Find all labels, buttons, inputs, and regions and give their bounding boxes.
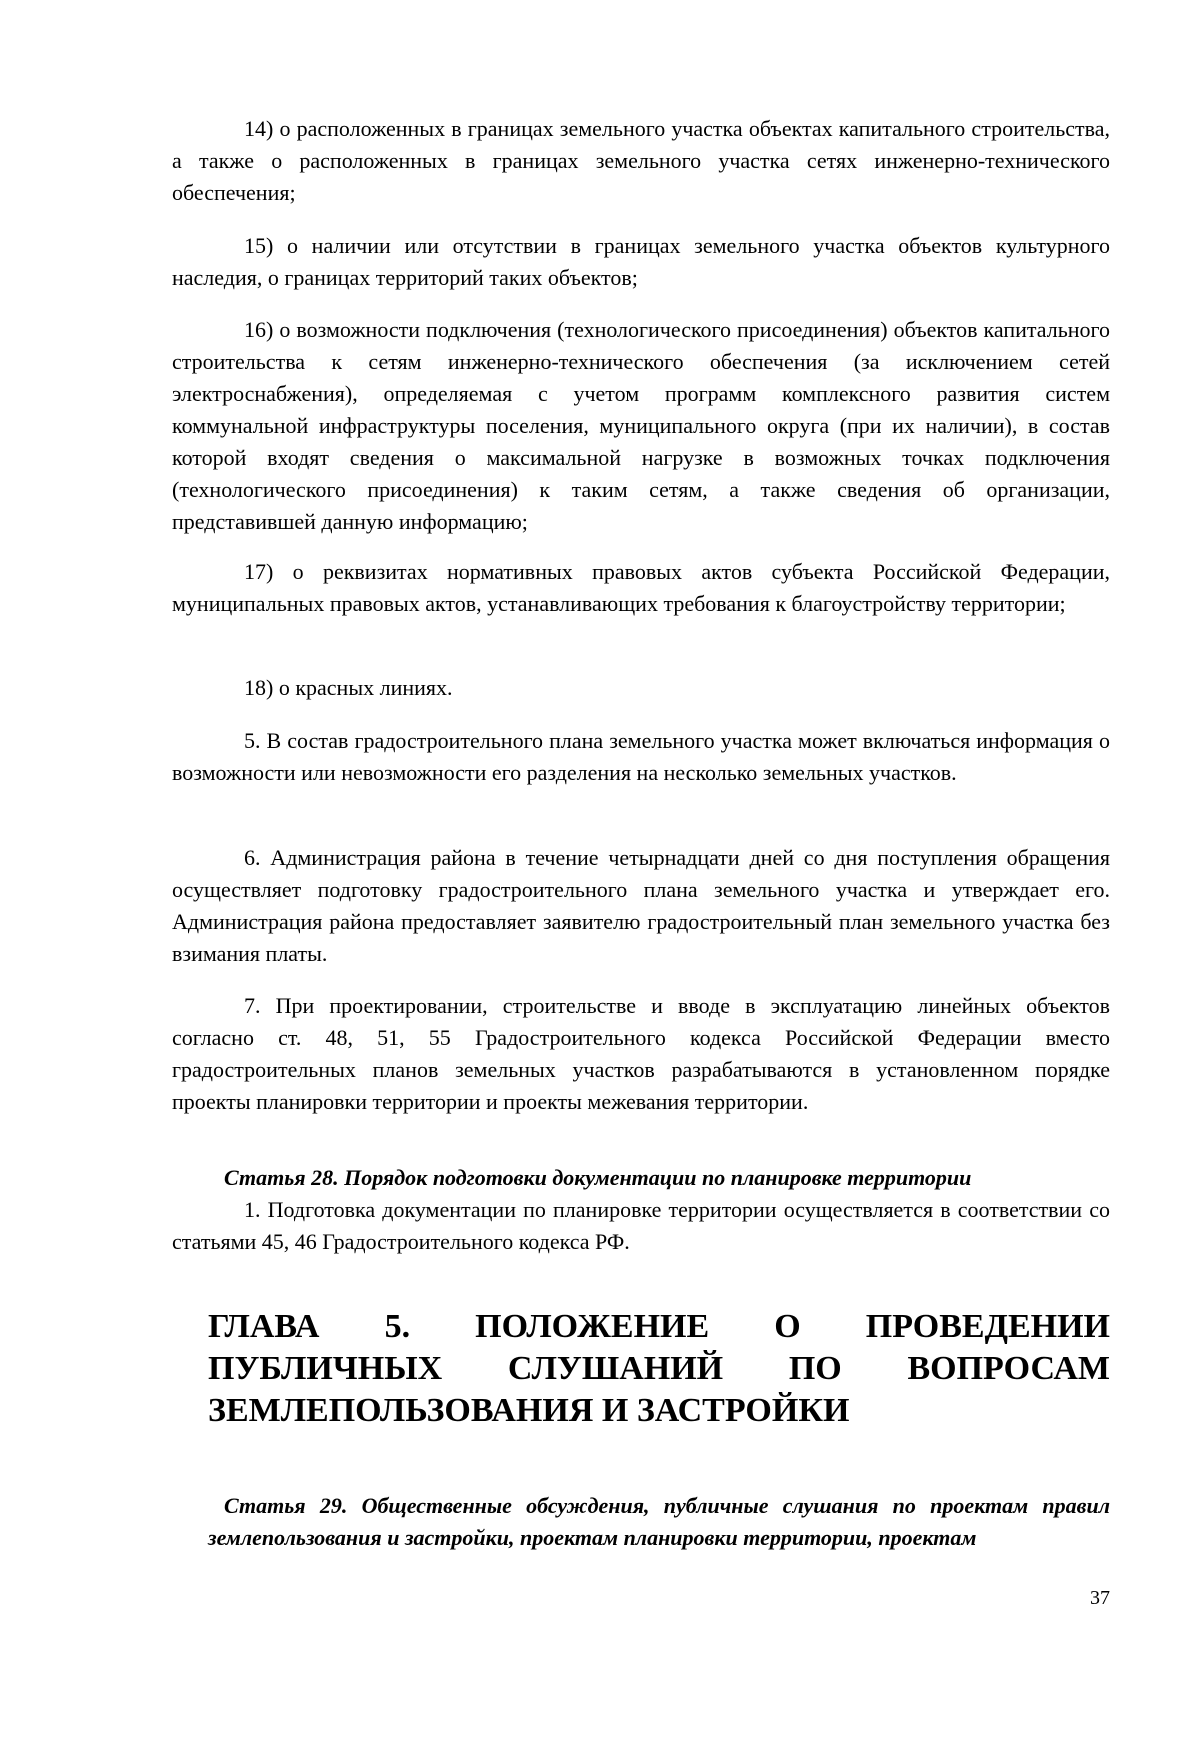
paragraph-item-18: 18) о красных линиях. <box>244 675 453 700</box>
paragraph-point-5: 5. В состав градостроительного плана земельного участка может включаться информация о возможности или невозможности его разделения на несколько земельных участков. <box>172 728 1110 785</box>
chapter-5-heading: ГЛАВА 5. ПОЛОЖЕНИЕ О ПРОВЕДЕНИИ ПУБЛИЧНЫХ СЛУШАНИЙ ПО ВОПРОСАМ ЗЕМЛЕПОЛЬЗОВАНИЯ И ЗАСТРОЙКИ <box>208 1308 1110 1429</box>
article-29-title: Статья 29. Общественные обсуждения, публичные слушания по проектам правил землепользования и застройки, проектам планировки территории, проектам <box>208 1493 1110 1550</box>
paragraph-item-14: 14) о расположенных в границах земельного участка объектах капитального строительства, а также о расположенных в границах земельного участка сетях инженерно-технического обеспечения; <box>172 116 1110 205</box>
paragraph-item-16: 16) о возможности подключения (технологического присоединения) объектов капитального строительства к сетям инженерно-технического обеспечения (за исключением сетей электроснабжения), определяемая с учетом программ комплексного развития систем коммунальной инфраструктуры поселения, муниципального округа (при их наличии), в состав которой входят сведения о максимальной нагрузке в возможных точках подключения (технологического присоединения) к таким сетям, а также сведения об организации, представившей данную информацию; <box>172 317 1110 534</box>
paragraph-point-6: 6. Администрация района в течение четырнадцати дней со дня поступления обращения осуществляет подготовку градостроительного плана земельного участка и утверждает его. Администрация района предоставляет заявителю градостроительный план земельного участка без взимания платы. <box>172 845 1110 966</box>
article-28-title: Статья 28. Порядок подготовки документации по планировке территории <box>224 1165 972 1190</box>
paragraph-item-15: 15) о наличии или отсутствии в границах земельного участка объектов культурного наследия, о границах территорий таких объектов; <box>172 233 1110 290</box>
article-28-point-1: 1. Подготовка документации по планировке территории осуществляется в соответствии со статьями 45, 46 Градостроительного кодекса РФ. <box>172 1197 1110 1254</box>
paragraph-item-17: 17) о реквизитах нормативных правовых актов субъекта Российской Федерации, муниципальных правовых актов, устанавливающих требования к благоустройству территории; <box>172 559 1110 616</box>
page-number: 37 <box>1090 1587 1110 1609</box>
paragraph-point-7: 7. При проектировании, строительстве и вводе в эксплуатацию линейных объектов согласно ст. 48, 51, 55 Градостроительного кодекса Российской Федерации вместо градостроительных планов земельных участков разрабатываются в установленном порядке проекты планировки территории и проекты межевания территории. <box>172 993 1110 1114</box>
